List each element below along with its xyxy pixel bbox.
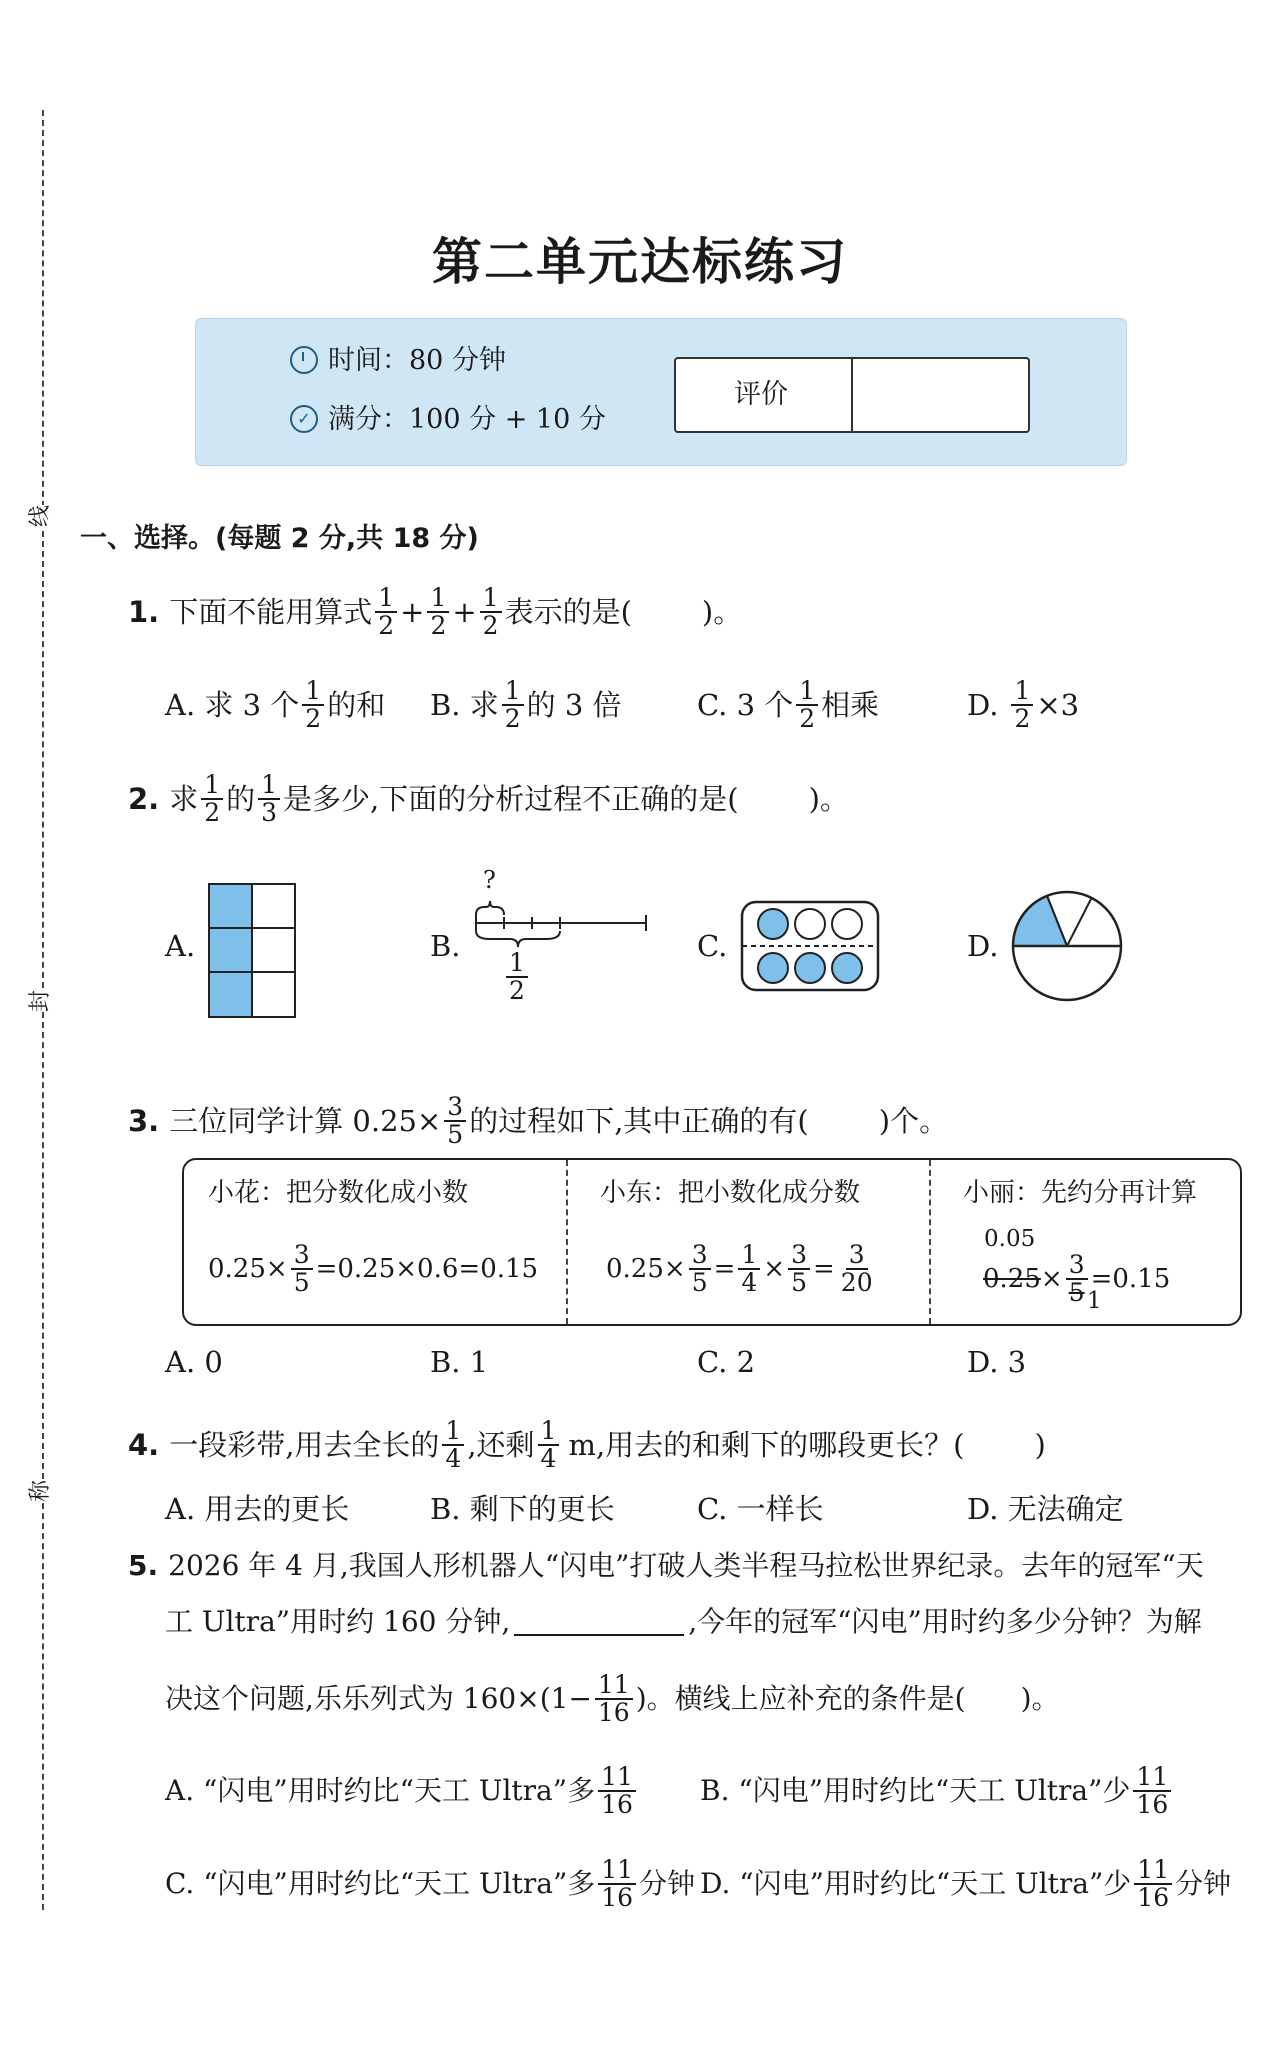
page-title: 第二单元达标练习 <box>432 233 848 291</box>
q3-col1-title: 小花：把分数化成小数 <box>208 1178 469 1208</box>
time-row <box>290 346 506 374</box>
q3-col3-reduced-top: 0.05 <box>984 1226 1036 1252</box>
q1-option-a[interactable]: A. 求 3 个 $\frac{1}{2}$ 的和 <box>165 676 386 734</box>
q2-b-question-mark: ? <box>483 866 496 894</box>
q3-col3-reduced-bottom: 1 <box>1087 1288 1102 1314</box>
time-label: 时间：80 分钟 <box>328 344 506 376</box>
q5-option-a[interactable]: A. “闪电”用时约比“天工 Ultra”多 $\frac{11}{16}$ <box>165 1764 639 1819</box>
clock-icon <box>290 346 318 374</box>
question-5-line2: 工 Ultra”用时约 160 分钟, ,今年的冠军“闪电”用时约多少分钟？为解 <box>165 1605 1202 1638</box>
margin-label-seal: 封 <box>28 989 54 1013</box>
question-5-line3: 决这个问题,乐乐列式为 160×(1− $\frac{11}{16}$ )。横线上应补充的条件是( )。 <box>165 1670 1060 1728</box>
q3-col2-title: 小东：把小数化成分数 <box>600 1178 861 1208</box>
q4-option-c[interactable]: C. 一样长 <box>697 1492 824 1526</box>
question-2: 2. 求 $\frac{1}{2}$ 的 $\frac{1}{3}$ 是多少,下面的分析过程不正确的是( )。 <box>128 770 849 828</box>
q2-c-circles-diagram <box>740 900 880 992</box>
question-5-line1: 5. 2026 年 4 月,我国人形机器人“闪电”打破人类半程马拉松世界纪录。去年的冠军“天 <box>128 1549 1204 1582</box>
q5-option-c[interactable]: C. “闪电”用时约比“天工 Ultra”多 $\frac{11}{16}$ 分钟 <box>165 1855 696 1913</box>
evaluation-box <box>674 357 1030 433</box>
margin-label-line: 线 <box>28 504 54 528</box>
q3-option-b[interactable]: B. 1 <box>430 1345 489 1379</box>
q3-option-d[interactable]: D. 3 <box>967 1345 1027 1379</box>
fraction: $\frac{1}{2}$ <box>480 585 502 640</box>
question-1: 1. 下面不能用算式 $\frac{1}{2}$ + $\frac{1}{2}$ + $\frac{1}{2}$ 表示的是( )。 <box>128 583 743 641</box>
q2-b-fraction: $\frac{1}{2}$ <box>503 950 531 1005</box>
evaluation-field[interactable] <box>856 363 1021 425</box>
q3-col1-work: 0.25× $\frac{3}{5}$ =0.25×0.6=0.15 <box>208 1240 539 1298</box>
margin-label-name: 称 <box>28 1479 54 1503</box>
q2-option-c[interactable]: C. <box>697 929 728 963</box>
q3-option-a[interactable]: A. 0 <box>165 1345 223 1379</box>
q1-option-c[interactable]: C. 3 个 $\frac{1}{2}$ 相乘 <box>697 676 880 734</box>
q3-col2-work: 0.25× $\frac{3}{5}$ = $\frac{1}{4}$ × $\frac{3}{5}$ = $\frac{3}{20}$ <box>606 1240 873 1298</box>
q4-option-a[interactable]: A. 用去的更长 <box>165 1492 350 1526</box>
q2-option-d[interactable]: D. <box>967 929 999 963</box>
q2-a-grid-diagram <box>208 883 296 1019</box>
fraction: $\frac{1}{2}$ <box>427 585 449 640</box>
fraction: $\frac{1}{2}$ <box>375 585 397 640</box>
q1-option-d[interactable]: D. $\frac{1}{2}$ ×3 <box>967 676 1080 734</box>
condition-blank[interactable] <box>514 1608 684 1636</box>
score-row <box>290 405 606 433</box>
evaluation-label: 评价 <box>734 379 788 410</box>
q3-option-c[interactable]: C. 2 <box>697 1345 756 1379</box>
q2-option-b[interactable]: B. <box>430 929 461 963</box>
q5-option-b[interactable]: B. “闪电”用时约比“天工 Ultra”少 $\frac{11}{16}$ <box>700 1764 1174 1819</box>
q4-option-b[interactable]: B. 剩下的更长 <box>430 1492 615 1526</box>
q2-option-a[interactable]: A. <box>165 929 196 963</box>
section-heading: 一、选择。(每题 2 分,共 18 分) <box>80 523 479 554</box>
check-icon: ✓ <box>290 405 318 433</box>
q1-text: 下面不能用算式 <box>169 594 373 629</box>
q2-d-circle-diagram <box>1010 889 1124 1003</box>
q3-col3-title: 小丽：先约分再计算 <box>963 1178 1198 1208</box>
q1-option-b[interactable]: B. 求 $\frac{1}{2}$ 的 3 倍 <box>430 676 622 734</box>
score-label: 满分：100 分 + 10 分 <box>328 403 606 435</box>
q4-option-d[interactable]: D. 无法确定 <box>967 1492 1124 1526</box>
q5-option-d[interactable]: D. “闪电”用时约比“天工 Ultra”少 $\frac{11}{16}$ 分钟 <box>700 1855 1232 1913</box>
question-3: 3. 三位同学计算 0.25× $\frac{3}{5}$ 的过程如下,其中正确的有( )个。 <box>128 1092 949 1150</box>
question-4: 4. 一段彩带,用去全长的 $\frac{1}{4}$ ,还剩 $\frac{1}{4}$ m,用去的和剩下的哪段更长？( ) <box>128 1416 1046 1474</box>
question-number: 1. <box>128 594 160 629</box>
q2-b-segment-diagram <box>470 895 650 965</box>
q3-col3-work: 0.25 × $\frac{3}{5}$ =0.15 <box>983 1250 1171 1308</box>
